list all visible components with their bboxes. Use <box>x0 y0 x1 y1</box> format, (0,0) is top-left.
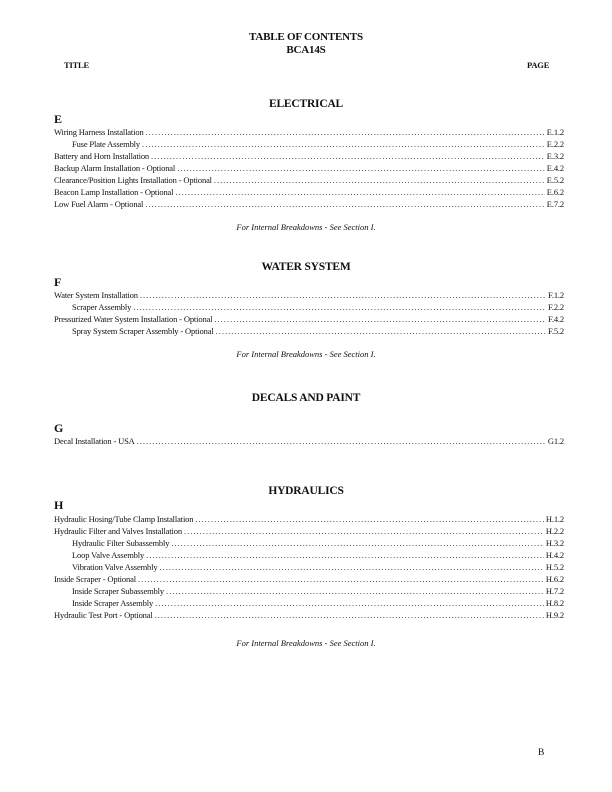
toc-entry[interactable] <box>54 609 564 621</box>
toc-entry[interactable] <box>54 513 564 525</box>
entry-label: Inside Scraper Subassembly <box>72 586 164 596</box>
internal-breakdowns-note: For Internal Breakdowns - See Section I. <box>236 222 376 232</box>
dot-leader <box>151 150 545 162</box>
dot-leader <box>214 174 545 186</box>
dot-leader <box>137 435 546 447</box>
dot-leader <box>184 525 544 537</box>
section-letter-e: E <box>54 112 63 126</box>
toc-entry[interactable] <box>54 198 564 210</box>
entry-label: Battery and Horn Installation <box>54 151 150 161</box>
entry-label: Backup Alarm Installation - Optional <box>54 163 176 173</box>
hydraulics-entries <box>54 513 564 621</box>
section-title-hydraulics: HYDRAULICS <box>268 485 344 497</box>
dot-leader <box>175 186 544 198</box>
entry-label: Decal Installation - USA <box>54 436 135 446</box>
toc-entry[interactable] <box>54 186 564 198</box>
dot-leader <box>146 126 545 138</box>
entry-label: Low Fuel Alarm - Optional <box>54 199 144 209</box>
toc-entry[interactable] <box>54 289 564 301</box>
page-number: B <box>538 748 545 758</box>
dot-leader <box>155 609 544 621</box>
entry-label: Pressurized Water System Installation - Optional <box>54 314 213 324</box>
entry-page: E.2.2 <box>546 139 564 149</box>
toc-entry[interactable] <box>54 435 564 447</box>
entry-page: E.3.2 <box>546 151 564 161</box>
internal-breakdowns-note: For Internal Breakdowns - See Section I. <box>236 349 376 359</box>
entry-label: Hydraulic Hosing/Tube Clamp Installation <box>54 514 194 524</box>
toc-entry[interactable] <box>54 537 564 549</box>
entry-label: Beacon Lamp Installation - Optional <box>54 187 174 197</box>
title-column-header: TITLE <box>64 60 89 70</box>
section-letter-f: F <box>54 275 62 289</box>
entry-label: Scraper Assembly <box>72 302 132 312</box>
entry-label: Clearance/Position Lights Installation - Optional <box>54 175 212 185</box>
document-title: TABLE OF CONTENTS <box>249 31 363 43</box>
entry-page: F.5.2 <box>547 326 564 336</box>
entry-page: F.2.2 <box>547 302 564 312</box>
dot-leader <box>171 537 544 549</box>
dot-leader <box>177 162 545 174</box>
entry-page: E.7.2 <box>546 199 564 209</box>
dot-leader <box>214 313 546 325</box>
toc-entry[interactable] <box>54 525 564 537</box>
entry-label: Vibration Valve Assembly <box>72 562 158 572</box>
electrical-entries <box>54 126 564 210</box>
decals-entries <box>54 435 564 447</box>
entry-page: H.9.2 <box>545 610 564 620</box>
section-title-water-system: WATER SYSTEM <box>261 261 351 273</box>
entry-page: E.1.2 <box>546 127 564 137</box>
toc-entry[interactable] <box>54 126 564 138</box>
toc-entry[interactable] <box>54 313 564 325</box>
entry-page: H.2.2 <box>545 526 564 536</box>
entry-page: E.5.2 <box>546 175 564 185</box>
toc-entry[interactable] <box>54 597 564 609</box>
entry-page: H.7.2 <box>545 586 564 596</box>
entry-page: H.3.2 <box>545 538 564 548</box>
toc-entry[interactable] <box>54 150 564 162</box>
section-title-electrical: ELECTRICAL <box>268 98 344 110</box>
entry-label: Inside Scraper Assembly <box>72 598 154 608</box>
entry-label: Hydraulic Test Port - Optional <box>54 610 153 620</box>
section-title-decals-and-paint: DECALS AND PAINT <box>251 392 361 404</box>
dot-leader <box>133 301 546 313</box>
toc-entry[interactable] <box>54 549 564 561</box>
entry-label: Fuse Plate Assembly <box>72 139 140 149</box>
dot-leader <box>145 198 545 210</box>
dot-leader <box>138 573 544 585</box>
dot-leader <box>146 549 544 561</box>
toc-entry[interactable] <box>54 174 564 186</box>
entry-page: H.1.2 <box>545 514 564 524</box>
entry-page: G1.2 <box>547 436 564 446</box>
dot-leader <box>155 597 544 609</box>
toc-entry[interactable] <box>54 138 564 150</box>
entry-label: Spray System Scraper Assembly - Optional <box>72 326 214 336</box>
page-column-header: PAGE <box>527 60 550 70</box>
entry-label: Wiring Harness Installation <box>54 127 144 137</box>
toc-entry[interactable] <box>54 585 564 597</box>
water-system-entries <box>54 289 564 337</box>
entry-page: F.4.2 <box>547 314 564 324</box>
entry-page: E.6.2 <box>546 187 564 197</box>
entry-page: H.4.2 <box>545 550 564 560</box>
toc-entry[interactable] <box>54 573 564 585</box>
entry-page: H.6.2 <box>545 574 564 584</box>
model-number: BCA14S <box>286 44 326 56</box>
toc-entry[interactable] <box>54 301 564 313</box>
dot-leader <box>195 513 544 525</box>
dot-leader <box>216 325 546 337</box>
dot-leader <box>159 561 543 573</box>
entry-label: Hydraulic Filter Subassembly <box>72 538 170 548</box>
dot-leader <box>140 289 546 301</box>
entry-page: H.8.2 <box>545 598 564 608</box>
entry-page: E.4.2 <box>546 163 564 173</box>
dot-leader <box>166 585 544 597</box>
section-letter-h: H <box>54 498 64 512</box>
section-letter-g: G <box>54 421 64 435</box>
entry-page: H.5.2 <box>545 562 564 572</box>
entry-label: Inside Scraper - Optional <box>54 574 136 584</box>
toc-entry[interactable] <box>54 561 564 573</box>
entry-label: Water System Installation <box>54 290 138 300</box>
toc-entry[interactable] <box>54 162 564 174</box>
entry-page: F.1.2 <box>547 290 564 300</box>
toc-entry[interactable] <box>54 325 564 337</box>
dot-leader <box>142 138 545 150</box>
internal-breakdowns-note: For Internal Breakdowns - See Section I. <box>236 638 376 648</box>
entry-label: Hydraulic Filter and Valves Installation <box>54 526 182 536</box>
entry-label: Loop Valve Assembly <box>72 550 145 560</box>
